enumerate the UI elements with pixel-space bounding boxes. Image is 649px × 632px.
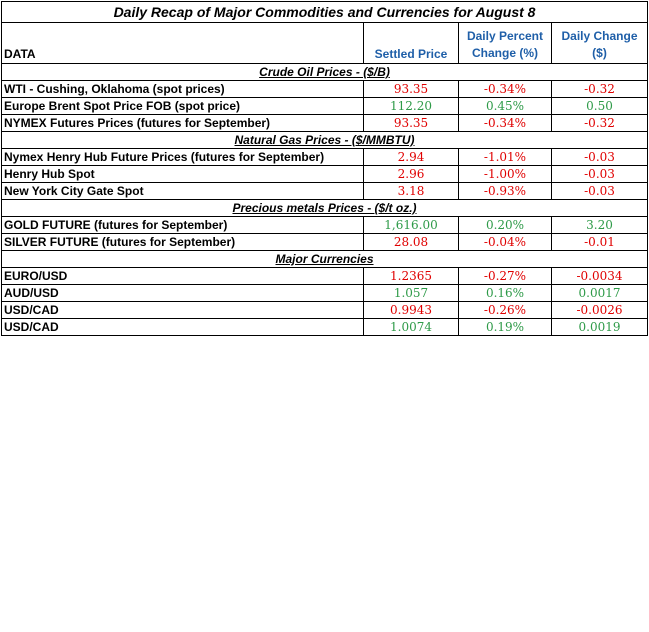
daily-change-value: -0.0034 [552, 268, 648, 285]
row-label: New York City Gate Spot [2, 183, 364, 200]
row-label: Henry Hub Spot [2, 166, 364, 183]
table-row [2, 319, 648, 336]
daily-percent-change-value: -1.00% [459, 166, 552, 183]
table-row [2, 302, 648, 319]
daily-percent-change-value: 0.19% [459, 319, 552, 336]
table-row [2, 166, 648, 183]
table-row [2, 149, 648, 166]
table-row [2, 115, 648, 132]
daily-change-value: 0.50 [552, 98, 648, 115]
daily-percent-change-value: -0.34% [459, 115, 552, 132]
section-header-row [2, 132, 648, 149]
daily-percent-change-value: -0.26% [459, 302, 552, 319]
settled-price-value: 93.35 [364, 81, 459, 98]
settled-price-value: 2.96 [364, 166, 459, 183]
row-label: EURO/USD [2, 268, 364, 285]
recap-table-body [2, 2, 648, 336]
row-label: AUD/USD [2, 285, 364, 302]
settled-price-value: 1.057 [364, 285, 459, 302]
settled-price-value: 28.08 [364, 234, 459, 251]
header-row [2, 23, 648, 64]
daily-change-value: -0.03 [552, 149, 648, 166]
settled-price-value: 1.0074 [364, 319, 459, 336]
header-daily-change: Daily Change ($) [552, 23, 648, 64]
settled-price-value: 0.9943 [364, 302, 459, 319]
section-title: Natural Gas Prices - ($/MMBTU) [234, 133, 415, 147]
daily-change-value: -0.03 [552, 183, 648, 200]
row-label: USD/CAD [2, 319, 364, 336]
section-header-row [2, 64, 648, 81]
daily-change-value: 0.0019 [552, 319, 648, 336]
row-label: Europe Brent Spot Price FOB (spot price) [2, 98, 364, 115]
row-label: NYMEX Futures Prices (futures for September) [2, 115, 364, 132]
row-label: WTI - Cushing, Oklahoma (spot prices) [2, 81, 364, 98]
row-label: USD/CAD [2, 302, 364, 319]
daily-change-value: -0.32 [552, 115, 648, 132]
section-header-row [2, 251, 648, 268]
daily-change-value: -0.01 [552, 234, 648, 251]
daily-percent-change-value: 0.20% [459, 217, 552, 234]
section-title-cell [2, 64, 648, 81]
settled-price-value: 2.94 [364, 149, 459, 166]
table-row [2, 81, 648, 98]
daily-percent-change-value: -0.93% [459, 183, 552, 200]
header-data: DATA [2, 23, 364, 64]
table-row [2, 285, 648, 302]
header-settled-price: Settled Price [364, 23, 459, 64]
section-title-cell [2, 200, 648, 217]
header-daily-percent-change: Daily Percent Change (%) [459, 23, 552, 64]
daily-percent-change-value: -0.04% [459, 234, 552, 251]
section-title-cell [2, 251, 648, 268]
daily-percent-change-value: 0.16% [459, 285, 552, 302]
settled-price-value: 1,616.00 [364, 217, 459, 234]
section-title: Precious metals Prices - ($/t oz.) [232, 201, 417, 215]
commodities-recap-table [1, 1, 648, 336]
daily-change-value: -0.0026 [552, 302, 648, 319]
daily-percent-change-value: -0.27% [459, 268, 552, 285]
settled-price-value: 3.18 [364, 183, 459, 200]
settled-price-value: 1.2365 [364, 268, 459, 285]
daily-percent-change-value: -1.01% [459, 149, 552, 166]
title-row [2, 2, 648, 23]
row-label: Nymex Henry Hub Future Prices (futures for September) [2, 149, 364, 166]
daily-change-value: -0.32 [552, 81, 648, 98]
table-row [2, 234, 648, 251]
row-label: SILVER FUTURE (futures for September) [2, 234, 364, 251]
row-label: GOLD FUTURE (futures for September) [2, 217, 364, 234]
daily-percent-change-value: 0.45% [459, 98, 552, 115]
settled-price-value: 93.35 [364, 115, 459, 132]
table-row [2, 98, 648, 115]
table-row [2, 183, 648, 200]
settled-price-value: 112.20 [364, 98, 459, 115]
table-row [2, 217, 648, 234]
section-title: Crude Oil Prices - ($/B) [259, 65, 390, 79]
daily-change-value: 0.0017 [552, 285, 648, 302]
table-row [2, 268, 648, 285]
daily-change-value: -0.03 [552, 166, 648, 183]
daily-change-value: 3.20 [552, 217, 648, 234]
daily-percent-change-value: -0.34% [459, 81, 552, 98]
section-header-row [2, 200, 648, 217]
section-title: Major Currencies [275, 252, 374, 266]
table-title: Daily Recap of Major Commodities and Currencies for August 8 [2, 2, 648, 23]
section-title-cell [2, 132, 648, 149]
